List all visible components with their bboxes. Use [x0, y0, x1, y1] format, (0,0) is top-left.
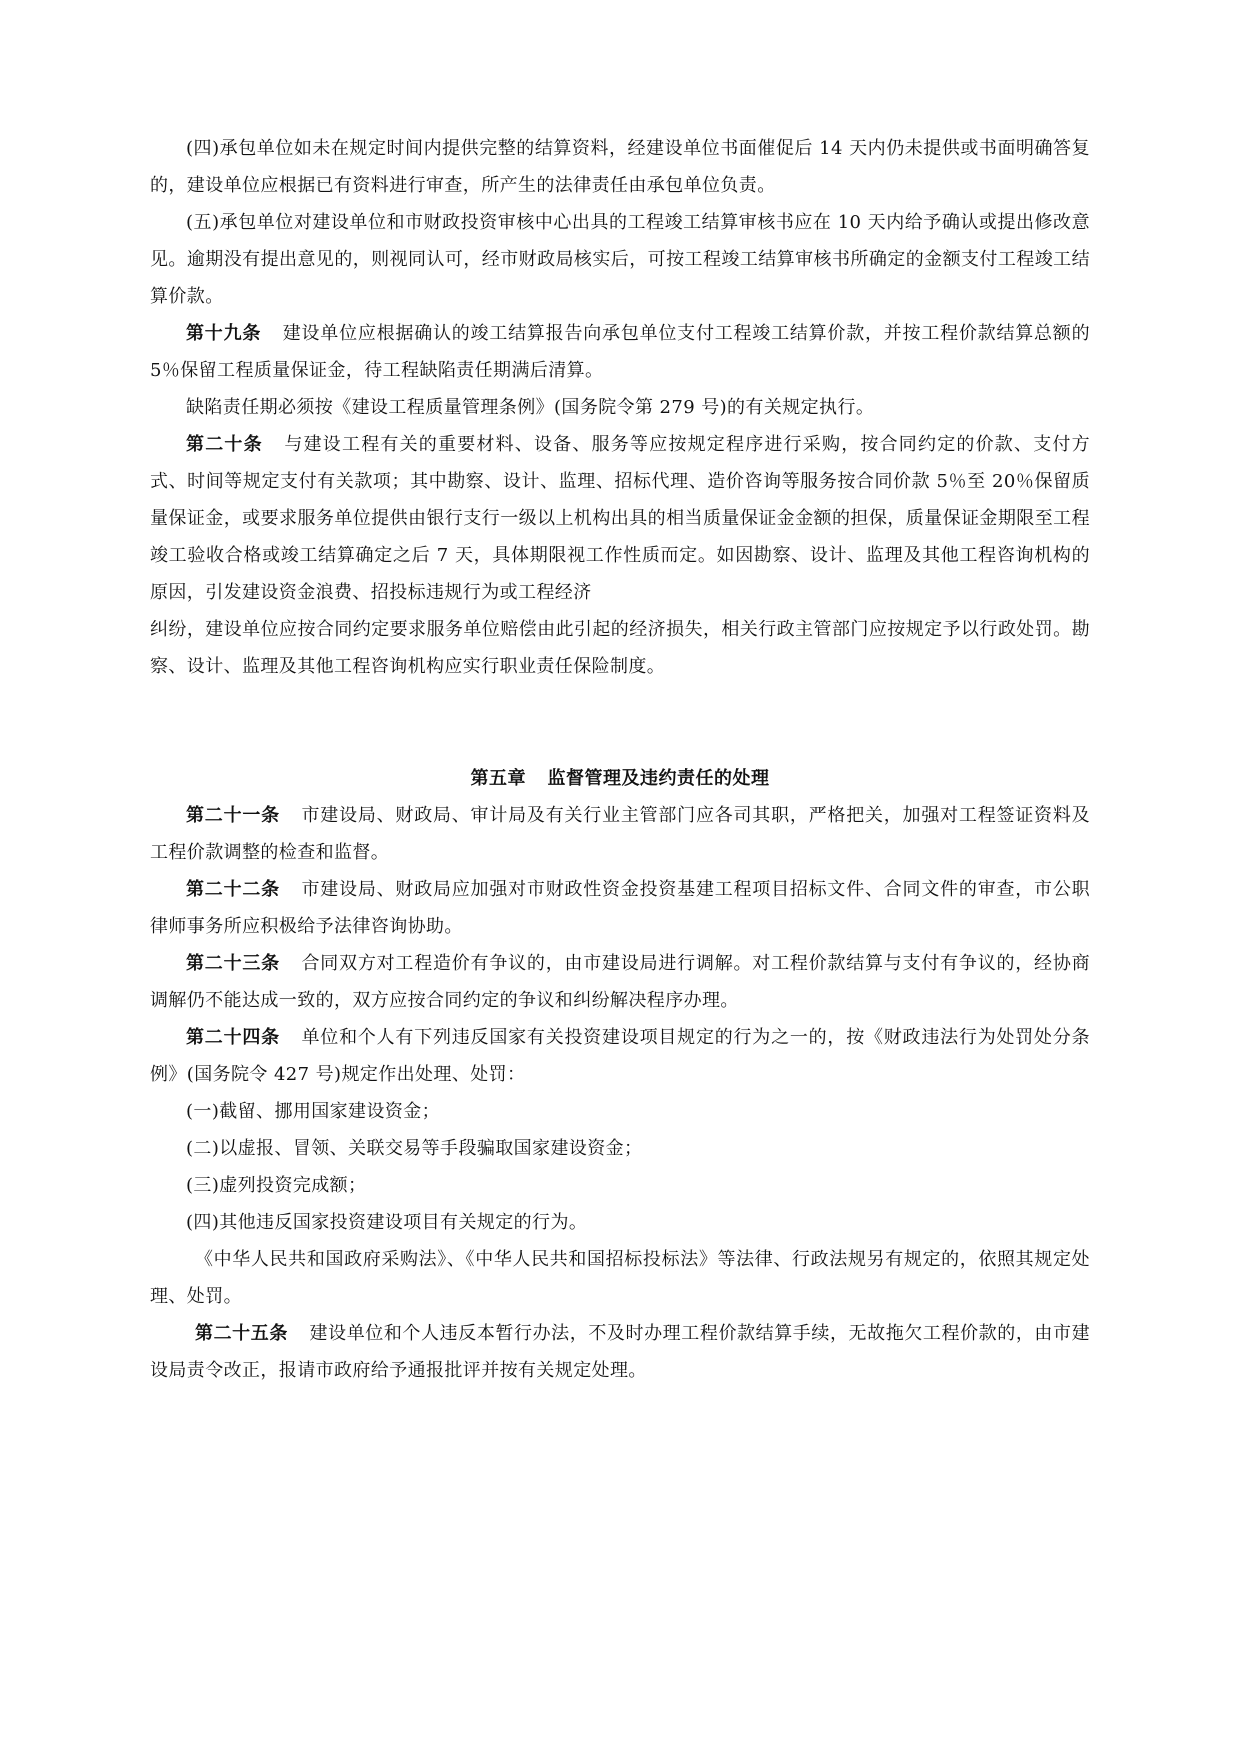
clause-paragraph: [150, 204, 1090, 315]
list-item: [150, 1093, 1090, 1130]
article-number: 第二十三条: [186, 953, 280, 974]
paragraph-text: 缺陷责任期必须按《建设工程质量管理条例》(国务院令第 279 号)的有关规定执行。: [186, 397, 875, 418]
clause-paragraph: [150, 130, 1090, 204]
paragraph-text: 建设单位和个人违反本暂行办法，不及时办理工程价款结算手续，无故拖欠工程价款的，由市建设局责令改正，报请市政府给予通报批评并按有关规定处理。: [150, 1323, 1091, 1381]
chapter-number: 第五章: [470, 768, 526, 789]
article-paragraph: [150, 426, 1090, 611]
chapter-title: 监督管理及违约责任的处理: [547, 768, 770, 789]
paragraph-text: 与建设工程有关的重要材料、设备、服务等应按规定程序进行采购，按合同约定的价款、支付方式、时间等规定支付有关款项；其中勘察、设计、监理、招标代理、造价咨询等服务按合同价款 5％至 20％保留质量保证金，或要求服务单位提供由银行支行一级以上机构出具的相当质量保证金金额的担保，质量保证金期限至工程竣工验收合格或竣工结算确定之后 7 天，具体期限视工作性质而定。如因勘察、设计、监理及其他工程咨询机构的原因，引发建设资金浪费、招投标违规行为或工程经济: [150, 434, 1091, 603]
chapter-heading: [150, 760, 1090, 797]
paragraph-text: (四)承包单位如未在规定时间内提供完整的结算资料，经建设单位书面催促后 14 天内仍未提供或书面明确答复的，建设单位应根据已有资料进行审查，所产生的法律责任由承包单位负责。: [150, 138, 1090, 196]
paragraph-text: 市建设局、财政局、审计局及有关行业主管部门应各司其职，严格把关，加强对工程签证资料及工程价款调整的检查和监督。: [150, 805, 1091, 863]
paragraph-text: (一)截留、挪用国家建设资金；: [186, 1101, 441, 1122]
article-number: 第十九条: [186, 323, 262, 344]
article-paragraph: [150, 945, 1090, 1019]
paragraph-text: 市建设局、财政局应加强对市财政性资金投资基建工程项目招标文件、合同文件的审查，市公职律师事务所应积极给予法律咨询协助。: [150, 879, 1091, 937]
document-page: [150, 130, 1090, 1389]
article-number: 第二十五条: [195, 1323, 288, 1344]
clause-paragraph: [150, 389, 1090, 426]
article-paragraph: [150, 1315, 1090, 1389]
article-number: 第二十四条: [186, 1027, 280, 1048]
clause-paragraph: [150, 1241, 1090, 1315]
article-paragraph: [150, 797, 1090, 871]
article-paragraph: [150, 871, 1090, 945]
article-number: 第二十条: [186, 434, 263, 455]
paragraph-text: (二)以虚报、冒领、关联交易等手段骗取国家建设资金；: [186, 1138, 643, 1159]
paragraph-text: (五)承包单位对建设单位和市财政投资审核中心出具的工程竣工结算审核书应在 10 天内给予确认或提出修改意见。逾期没有提出意见的，则视同认可，经市财政局核实后，可按工程竣工结算审核书所确定的金额支付工程竣工结算价款。: [150, 212, 1090, 307]
paragraph-text: 建设单位应根据确认的竣工结算报告向承包单位支付工程竣工结算价款，并按工程价款结算总额的 5％保留工程质量保证金，待工程缺陷责任期满后清算。: [150, 323, 1090, 381]
paragraph-text: 纠纷，建设单位应按合同约定要求服务单位赔偿由此引起的经济损失，相关行政主管部门应按规定予以行政处罚。勘察、设计、监理及其他工程咨询机构应实行职业责任保险制度。: [150, 619, 1090, 677]
paragraph-text: 合同双方对工程造价有争议的，由市建设局进行调解。对工程价款结算与支付有争议的，经协商调解仍不能达成一致的，双方应按合同约定的争议和纠纷解决程序办理。: [150, 953, 1091, 1011]
list-item: [150, 1204, 1090, 1241]
continuation-paragraph: [150, 611, 1090, 685]
paragraph-text: 《中华人民共和国政府采购法》、《中华人民共和国招标投标法》等法律、行政法规另有规定的，依照其规定处理、处罚。: [150, 1249, 1090, 1307]
article-number: 第二十一条: [186, 805, 280, 826]
list-item: [150, 1167, 1090, 1204]
article-number: 第二十二条: [186, 879, 280, 900]
paragraph-text: (三)虚列投资完成额；: [186, 1175, 367, 1196]
article-paragraph: [150, 1019, 1090, 1093]
list-item: [150, 1130, 1090, 1167]
paragraph-text: (四)其他违反国家投资建设项目有关规定的行为。: [186, 1212, 588, 1233]
article-paragraph: [150, 315, 1090, 389]
paragraph-text: 单位和个人有下列违反国家有关投资建设项目规定的行为之一的，按《财政违法行为处罚处分条例》(国务院令 427 号)规定作出处理、处罚：: [150, 1027, 1091, 1085]
